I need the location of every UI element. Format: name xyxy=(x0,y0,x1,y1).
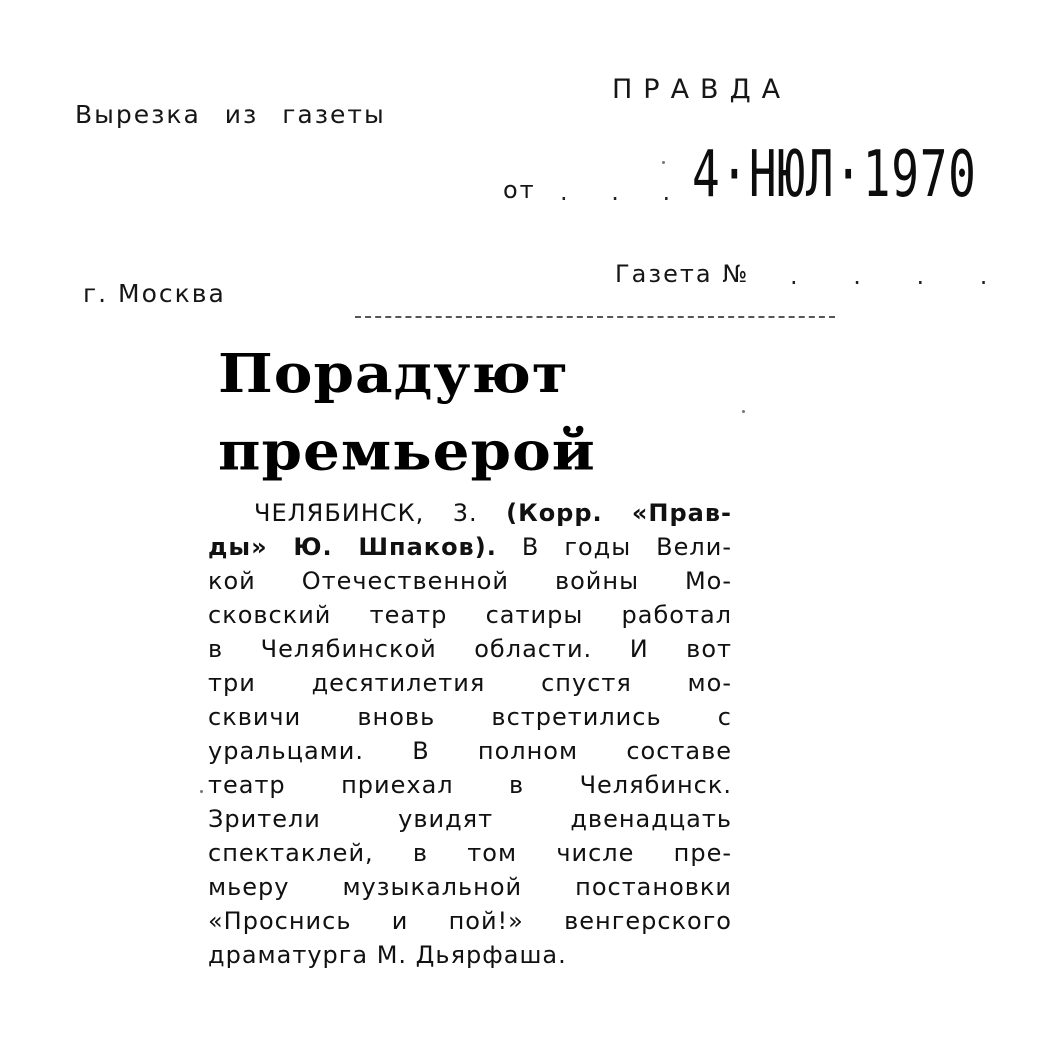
article-line: спектаклей, в том числе пре- xyxy=(208,839,732,867)
article-line: «Проснись и пой!» венгерского xyxy=(208,907,732,935)
article-line: три десятилетия спустя мо- xyxy=(208,669,732,697)
article-line xyxy=(208,530,732,564)
article-headline xyxy=(218,335,738,490)
newspaper-name: ПРАВДА xyxy=(612,74,792,105)
print-speck xyxy=(662,161,665,164)
article-line: кой Отечественной войны Мо- xyxy=(208,567,732,595)
correspondent-name: ды» Ю. Шпаков). xyxy=(208,533,497,561)
article-line: драматурга М. Дьярфаша. xyxy=(208,941,567,969)
article-text: В годы Вели- xyxy=(496,533,733,561)
headline-line: премьерой xyxy=(218,419,596,483)
article-line: театр приехал в Челябинск. xyxy=(208,771,732,799)
separator-rule xyxy=(355,316,835,318)
article-line: в Челябинской области. И вот xyxy=(208,635,732,663)
city-label: г. Москва xyxy=(83,279,226,308)
article-body xyxy=(208,496,732,972)
headline-line: Порадуют xyxy=(218,342,569,405)
article-line xyxy=(208,496,732,530)
date-prefix: от xyxy=(503,176,536,204)
article-line: уральцами. В полном составе xyxy=(208,737,732,765)
clipping-label: Вырезка из газеты xyxy=(75,100,386,129)
issue-number-dots: . . . . xyxy=(790,262,1012,290)
date-dots: . . . xyxy=(560,178,689,206)
article-line: сквичи вновь встретились с xyxy=(208,703,732,731)
dateline: ЧЕЛЯБИНСК, 3. xyxy=(254,499,507,527)
article-line: мьеру музыкальной постановки xyxy=(208,873,732,901)
issue-number-label: Газета № xyxy=(615,260,750,288)
article-line: Зрители увидят двенадцать xyxy=(208,805,732,833)
correspondent: (Корр. «Прав- xyxy=(506,499,732,527)
print-speck xyxy=(742,410,745,413)
date-stamp: 4·НЮЛ·1970 xyxy=(692,138,977,212)
article-line: сковский театр сатиры работал xyxy=(208,601,732,629)
print-speck xyxy=(200,790,203,793)
